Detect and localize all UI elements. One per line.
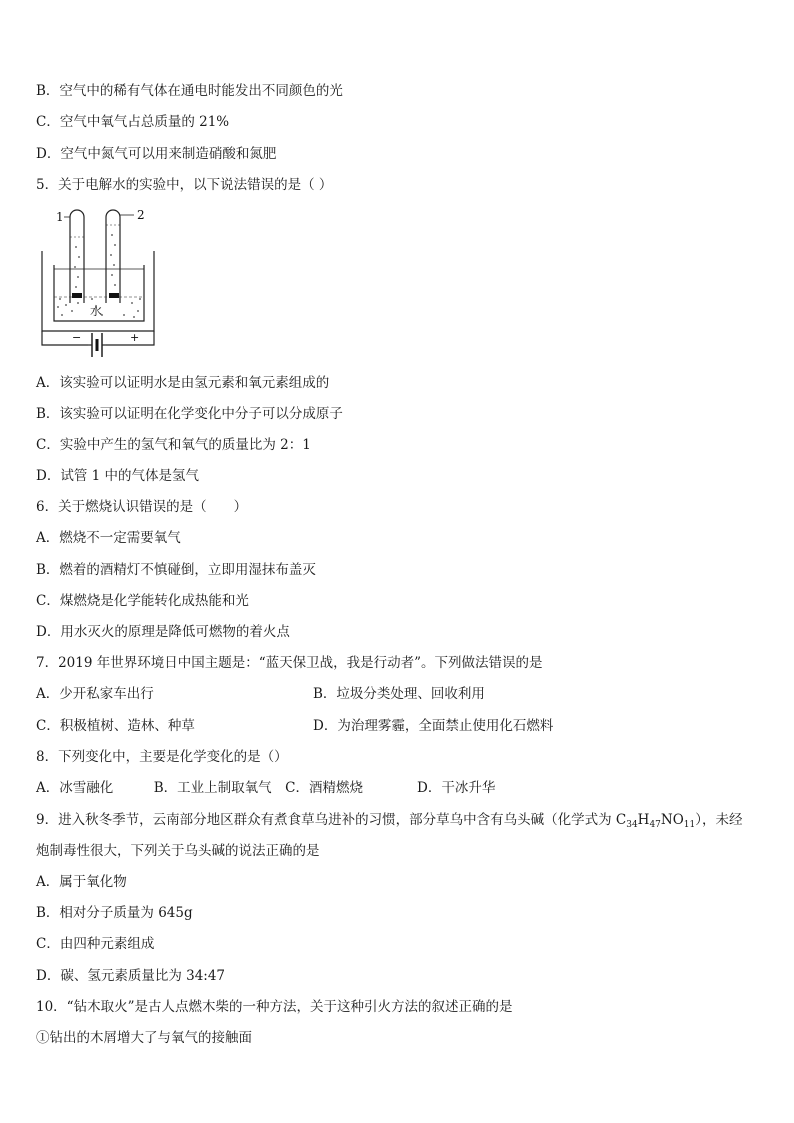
q9-sub-c: 34	[626, 820, 638, 830]
q9-option-c: C．由四种元素组成	[36, 936, 155, 952]
tube-label-1: 1	[56, 210, 64, 224]
negative-terminal-label: −	[72, 331, 82, 344]
q4-option-d: D．空气中氮气可以用来制造硝酸和氮肥	[36, 146, 277, 162]
q9-no: NO	[660, 812, 684, 828]
q9-h: H	[637, 812, 650, 828]
q9-sub-o: 11	[683, 820, 696, 830]
water-label: 水	[90, 304, 103, 318]
q9-sub-h: 47	[649, 820, 661, 830]
q9-stem-part2: ），未经	[695, 812, 743, 828]
q5-option-a: A．该实验可以证明水是由氢元素和氧元素组成的	[36, 375, 330, 391]
q10-item-1: ①钻出的木屑增大了与氧气的接触面	[36, 1030, 252, 1046]
q9-stem-line1	[36, 810, 743, 830]
q7-option-a: A．少开私家车出行	[36, 686, 154, 702]
q6-option-b: B．燃着的酒精灯不慎碰倒，立即用湿抹布盖灭	[36, 562, 316, 578]
q9-stem-part1: 9．进入秋冬季节，云南部分地区群众有煮食草乌进补的习惯，部分草乌中含有乌头碱（化学式为 C	[36, 812, 627, 828]
q7-option-c: C．积极植树、造林、种草	[36, 718, 195, 734]
q6-option-a: A．燃烧不一定需要氧气	[36, 530, 181, 546]
q8-stem: 8．下列变化中，主要是化学变化的是（）	[36, 749, 288, 765]
q10-stem: 10．“钻木取火”是古人点燃木柴的一种方法，关于这种引火方法的叙述正确的是	[36, 999, 513, 1015]
q8-options: A．冰雪融化 B．工业上制取氧气 C．酒精燃烧 D．干冰升华	[36, 780, 496, 796]
q5-option-d: D．试管 1 中的气体是氢气	[36, 468, 199, 484]
q4-option-b: B．空气中的稀有气体在通电时能发出不同颜色的光	[36, 83, 343, 99]
tube-label-2: 2	[137, 208, 145, 222]
q7-option-d: D．为治理雾霾，全面禁止使用化石燃料	[313, 718, 554, 734]
q5-stem: 5．关于电解水的实验中，以下说法错误的是（ ）	[36, 177, 333, 193]
q5-option-b: B．该实验可以证明在化学变化中分子可以分成原子	[36, 406, 343, 422]
positive-terminal-label: +	[130, 331, 140, 344]
q6-option-c: C．煤燃烧是化学能转化成热能和光	[36, 593, 249, 609]
electrolysis-diagram	[36, 207, 160, 363]
q4-option-c: C．空气中氧气占总质量的 21%	[36, 114, 230, 130]
q9-option-d: D．碳、氢元素质量比为 34:47	[36, 968, 226, 984]
q9-stem-line2: 炮制毒性很大，下列关于乌头碱的说法正确的是	[36, 843, 320, 859]
q9-option-b: B．相对分子质量为 645g	[36, 905, 193, 921]
q7-option-b: B．垃圾分类处理、回收利用	[313, 686, 485, 702]
q6-option-d: D．用水灭火的原理是降低可燃物的着火点	[36, 624, 290, 640]
q7-stem: 7．2019 年世界环境日中国主题是：“蓝天保卫战，我是行动者”。下列做法错误的是	[36, 655, 543, 671]
q6-stem: 6．关于燃烧认识错误的是（ ）	[36, 499, 248, 515]
q9-option-a: A．属于氧化物	[36, 874, 127, 890]
q5-option-c: C．实验中产生的氢气和氧气的质量比为 2：1	[36, 437, 311, 453]
